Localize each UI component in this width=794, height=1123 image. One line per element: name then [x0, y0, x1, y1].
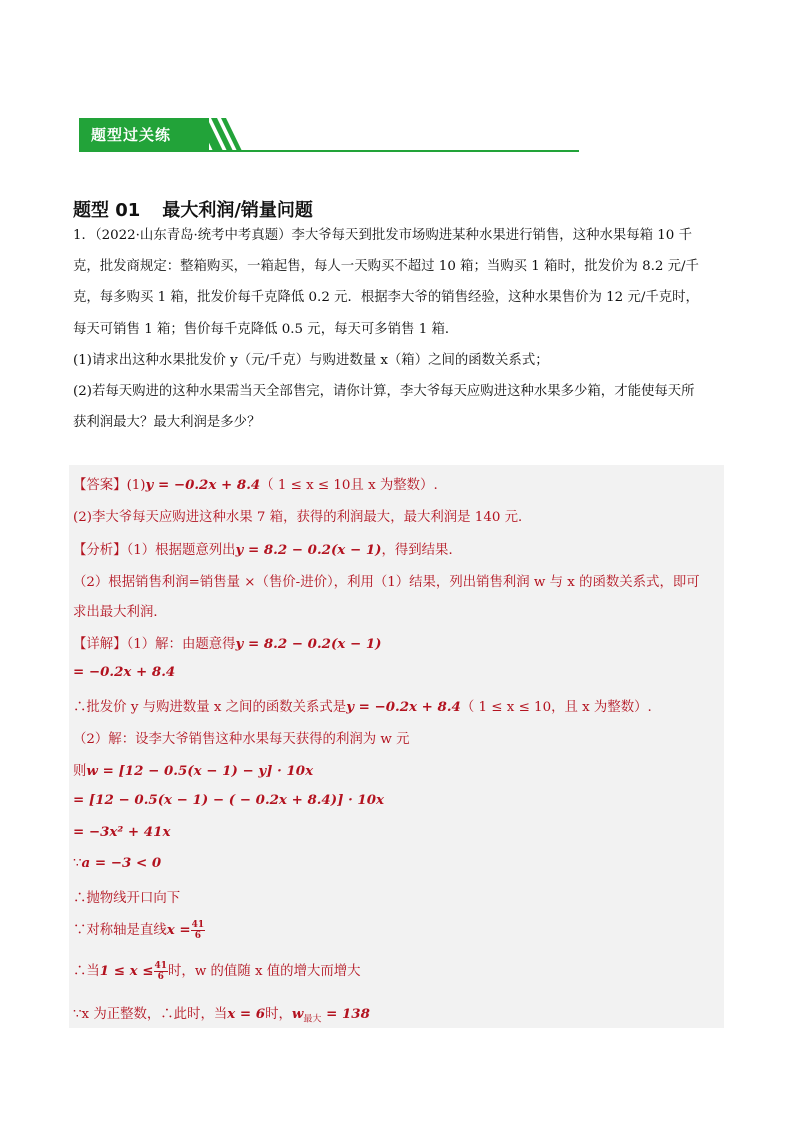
detail-formula: y = 8.2 − 0.2(x − 1) — [235, 636, 382, 652]
answer-tag: 【答案】 — [73, 478, 127, 493]
analysis-end: ，得到结果． — [381, 543, 462, 558]
problem-line: (2)若每天购进的这种水果需当天全部售完，请你计算，李大爷每天应购进这种水果多少箱，才能使每天所 — [73, 384, 695, 400]
banner-label: 题型过关练 — [91, 126, 172, 144]
detail-end: 时，w 的值随 x 值的增大而增大 — [168, 964, 361, 979]
analysis-tag: 【分析】 — [73, 543, 127, 558]
detail-formula: y = −0.2x + 8.4 — [346, 699, 461, 715]
answer-line-2: (2)李大爷每天应购进这种水果 7 箱，获得的利润最大，最大利润是 140 元． — [73, 510, 532, 525]
detail-subscript: 最大 — [303, 1014, 322, 1025]
answer-condition: （ 1 ≤ x ≤ 10且 x 为整数）. — [260, 478, 438, 493]
fraction-numerator: 41 — [191, 920, 205, 930]
detail-line-3 — [73, 696, 652, 715]
detail-line-4: （2）解：设李大爷销售这种水果每天获得的利润为 w 元 — [73, 732, 410, 747]
banner-stripes-icon — [197, 118, 243, 151]
fraction-numerator: 41 — [154, 961, 168, 971]
section-banner — [79, 118, 579, 154]
problem-statement — [73, 220, 723, 438]
problem-line: 获利润最大？最大利润是多少？ — [73, 415, 261, 431]
detail-formula: x = — [166, 922, 191, 938]
problem-line: 克，每多购买 1 箱，批发价每千克降低 0.2 元．根据李大爷的销售经验，这种水果售价为 12 元/千克时， — [73, 290, 699, 306]
detail-condition: （ 1 ≤ x ≤ 10，且 x 为整数）. — [460, 700, 652, 715]
detail-formula: x = 6 — [227, 1006, 266, 1022]
fraction-denominator: 6 — [157, 972, 164, 982]
banner-box — [79, 118, 209, 151]
fraction — [154, 961, 169, 982]
detail-line-2 — [73, 664, 175, 680]
detail-w: w — [291, 1006, 304, 1022]
analysis-text: （1）根据题意列出 — [126, 543, 236, 558]
detail-line-1 — [73, 633, 382, 652]
analysis-line-3: 求出最大利润． — [73, 605, 167, 620]
detail-text: ∴当 — [73, 964, 100, 979]
detail-tag: 【详解】 — [73, 637, 127, 652]
detail-formula: a = −3 < 0 — [81, 855, 162, 871]
analysis-line-1 — [73, 539, 462, 558]
section-heading — [73, 196, 313, 222]
problem-line: 克，批发商规定：整箱购买，一箱起售，每人一天购买不超过 10 箱；当购买 1 箱时，批发价为 8.2 元/千 — [73, 259, 699, 275]
fraction — [191, 920, 206, 941]
banner-underline — [79, 150, 579, 152]
fraction-denominator: 6 — [194, 931, 201, 941]
detail-formula: = [12 − 0.5(x − 1) − ( − 0.2x + 8.4)] · 10x — [73, 792, 385, 808]
solution-panel — [69, 465, 724, 1028]
problem-line: 每天可销售 1 箱；售价每千克降低 0.5 元，每天可多销售 1 箱． — [73, 321, 459, 337]
problem-line: (1)请求出这种水果批发价 y（元/千克）与购进数量 x（箱）之间的函数关系式； — [73, 352, 549, 368]
detail-formula: = −0.2x + 8.4 — [73, 664, 176, 680]
answer-formula: y = −0.2x + 8.4 — [145, 477, 261, 493]
answer-prefix: (1) — [126, 478, 146, 493]
detail-line-8 — [73, 855, 161, 871]
detail-line-11 — [73, 960, 361, 982]
detail-line-5 — [73, 760, 313, 779]
detail-text: ∵x 为正整数，∴此时，当 — [73, 1007, 228, 1022]
detail-value: = 138 — [321, 1006, 370, 1022]
detail-line-12 — [73, 1003, 370, 1025]
detail-formula: = −3x² + 41x — [73, 824, 171, 840]
problem-line: 1．（2022·山东青岛·统考中考真题）李大爷每天到批发市场购进某种水果进行销售，这种水果每箱 10 千 — [73, 228, 692, 243]
detail-formula: 1 ≤ x ≤ — [99, 963, 154, 979]
detail-text: ∴批发价 y 与购进数量 x 之间的函数关系式是 — [73, 700, 347, 715]
detail-formula: w = [12 − 0.5(x − 1) − y] · 10x — [86, 763, 314, 779]
answer-line-1 — [73, 474, 438, 493]
detail-line-6 — [73, 792, 384, 808]
detail-text: （1）解：由题意得 — [126, 637, 236, 652]
detail-text: 则 — [73, 764, 87, 779]
section-number: 题型 01 — [73, 200, 141, 221]
detail-line-9: ∴抛物线开口向下 — [73, 891, 181, 906]
detail-line-10 — [73, 919, 205, 941]
analysis-formula: y = 8.2 − 0.2(x − 1) — [235, 542, 382, 558]
analysis-line-2: （2）根据销售利润=销售量 ×（售价-进价），利用（1）结果，列出销售利润 w 与 x 的函数关系式，即可 — [73, 575, 700, 590]
detail-text: ∵对称轴是直线 — [73, 923, 167, 938]
detail-text: ∵ — [73, 856, 82, 871]
detail-line-7 — [73, 824, 170, 840]
section-title: 最大利润/销量问题 — [162, 200, 313, 221]
detail-mid: 时， — [265, 1007, 292, 1022]
